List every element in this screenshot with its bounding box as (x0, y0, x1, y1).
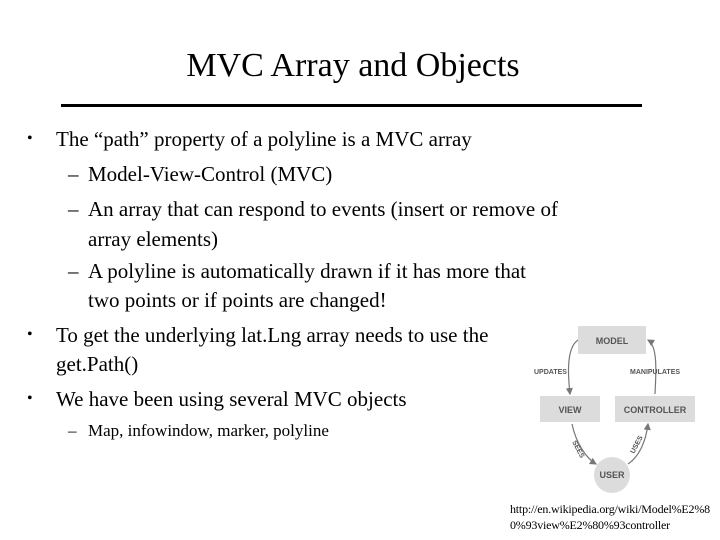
bullet-dot-icon: • (27, 130, 33, 147)
bullet-dot-icon: • (27, 326, 33, 343)
user-label: USER (599, 470, 625, 480)
title-underline (61, 104, 642, 107)
sub-bullet-text: Model-View-Control (MVC) (88, 162, 333, 186)
dash-icon: – (68, 259, 79, 283)
uses-label: USES (629, 434, 645, 455)
manipulates-label: MANIPULATES (630, 369, 681, 376)
sub-bullet-text: An array that can respond to events (insert or remove of (88, 197, 558, 221)
sub-bullet-text: two points or if points are changed! (88, 288, 387, 312)
sub-bullet-text: array elements) (88, 227, 219, 251)
dash-icon: – (68, 197, 79, 221)
view-label: VIEW (558, 405, 582, 415)
dash-icon: – (68, 421, 77, 440)
sees-label: SEES (570, 439, 586, 460)
updates-arrow (568, 340, 578, 394)
dash-icon: – (68, 162, 79, 186)
bullet-text: get.Path() (56, 352, 139, 376)
sub-bullet-text: A polyline is automatically drawn if it has more that (88, 259, 526, 283)
model-label: MODEL (595, 336, 629, 346)
updates-label: UPDATES (534, 369, 567, 376)
bullet-text: The “path” property of a polyline is a MVC array (56, 127, 472, 151)
slide-title: MVC Array and Objects (186, 47, 520, 84)
bullet-text: To get the underlying lat.Lng array needs to use the (56, 323, 489, 347)
manipulates-arrow (648, 340, 656, 394)
sub-bullet-text: Map, infowindow, marker, polyline (88, 421, 329, 440)
mvc-diagram (530, 318, 720, 498)
source-credit-link[interactable]: http://en.wikipedia.org/wiki/Model%E2%80%93view%E2%80%93controller (510, 502, 710, 532)
bullet-text: We have been using several MVC objects (56, 387, 407, 411)
bullet-dot-icon: • (27, 390, 33, 407)
controller-label: CONTROLLER (623, 405, 687, 415)
